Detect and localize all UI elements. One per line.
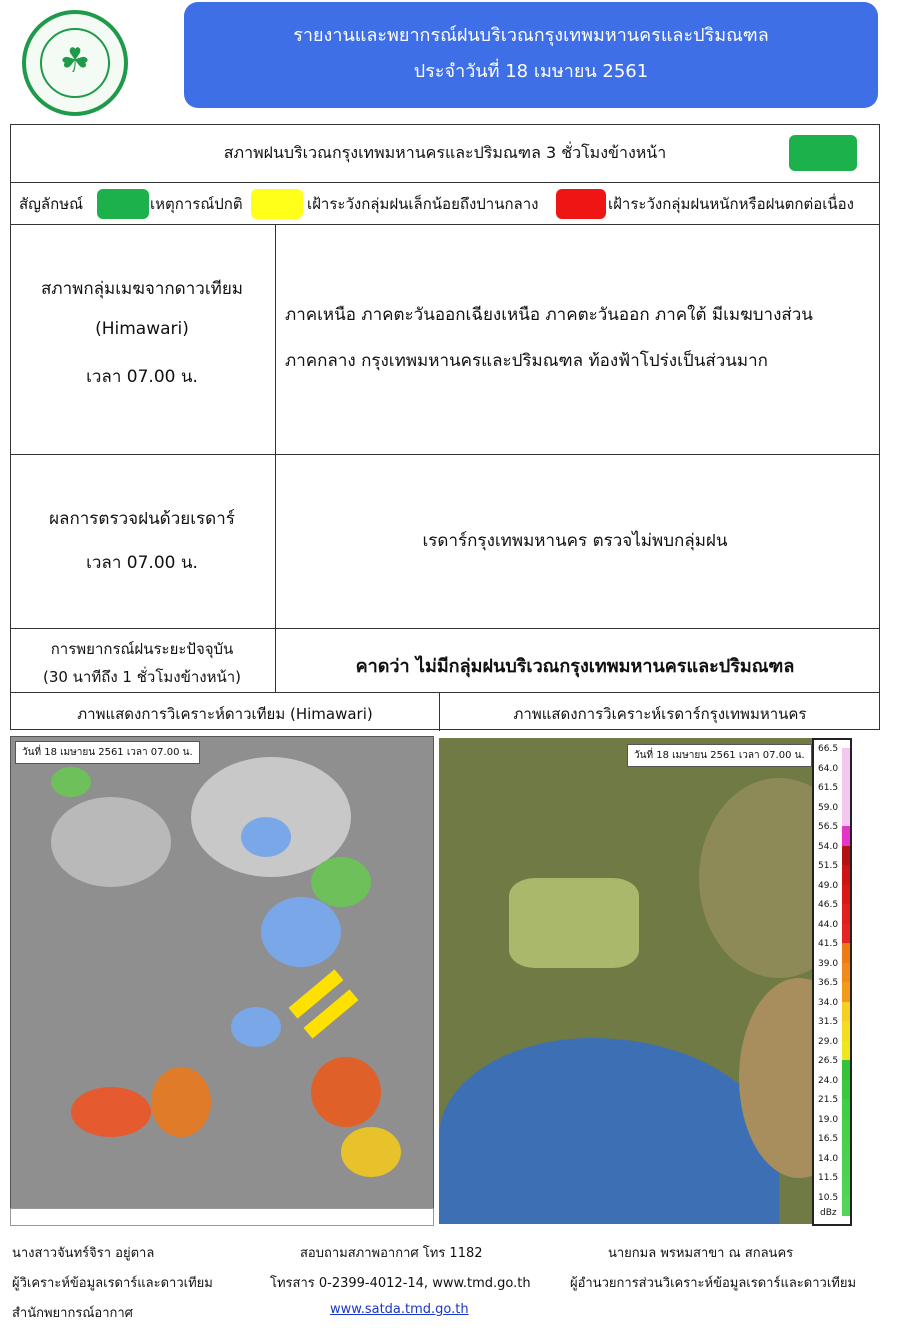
radar-scale-bar bbox=[842, 807, 850, 827]
radar-scale-tick: 39.0 bbox=[818, 958, 839, 969]
radar-scale-tick: 29.0 bbox=[818, 1036, 839, 1047]
radar-scale-bar bbox=[842, 885, 850, 905]
nowcast-text: คาดว่า ไม่มีกลุ่มฝนบริเวณกรุงเทพมหานครและปริมณฑล bbox=[355, 656, 795, 677]
radar-map bbox=[439, 738, 851, 1224]
analyst-dept: สำนักพยากรณ์อากาศ bbox=[12, 1306, 133, 1321]
radar-scale-bar bbox=[842, 826, 850, 846]
radar-scale-tick: 11.5 bbox=[818, 1173, 839, 1183]
radar-scale-tick: 54.0 bbox=[818, 841, 839, 852]
radar-scale-tick: 26.5 bbox=[818, 1056, 839, 1066]
nowcast-label: การพยากรณ์ฝนระยะปัจจุบัน bbox=[50, 640, 234, 658]
analyst-name: นางสาวจันทร์จิรา อยู่ตาล bbox=[12, 1246, 155, 1261]
radar-scale-tick: 56.5 bbox=[818, 822, 839, 832]
radar-scale-tick: 21.5 bbox=[818, 1095, 839, 1105]
radar-text: เรดาร์กรุงเทพมหานคร ตรวจไม่พบกลุ่มฝน bbox=[422, 531, 728, 551]
legend-green-swatch bbox=[97, 189, 149, 219]
legend-yellow-swatch bbox=[251, 189, 303, 219]
radar-scale bbox=[812, 738, 852, 1226]
radar-scale-tick: 41.5 bbox=[818, 939, 839, 949]
radar-scale-bar bbox=[842, 1041, 850, 1061]
radar-scale-tick: 14.0 bbox=[818, 1153, 839, 1164]
radar-scale-tick: 61.5 bbox=[818, 783, 839, 793]
radar-scale-tick: 34.0 bbox=[818, 997, 839, 1008]
radar-scale-tick: 31.5 bbox=[818, 1017, 839, 1027]
satellite-map bbox=[10, 736, 434, 1224]
radar-scale-bar bbox=[842, 982, 850, 1002]
radar-scale-bar bbox=[842, 963, 850, 983]
radar-scale-bar bbox=[842, 1158, 850, 1178]
contact-phone: สอบถามสภาพอากาศ โทร 1182 bbox=[300, 1246, 483, 1261]
radar-scale-tick: 10.5 bbox=[818, 1192, 839, 1203]
legend-light: เฝ้าระวังกลุ่มฝนเล็กน้อยถึงปานกลาง bbox=[307, 195, 539, 213]
radar-caption: ภาพแสดงการวิเคราะห์เรดาร์กรุงเทพมหานคร bbox=[513, 705, 807, 723]
satellite-timestamp: วันที่ 18 เมษายน 2561 เวลา 07.00 น. bbox=[15, 741, 200, 764]
status-indicator bbox=[789, 135, 857, 171]
report-table bbox=[10, 124, 880, 730]
radar-scale-bar bbox=[842, 904, 850, 924]
radar-scale-bar bbox=[842, 865, 850, 885]
radar-scale-bar bbox=[842, 1021, 850, 1041]
satellite-text-2: ภาคกลาง กรุงเทพมหานครและปริมณฑล ท้องฟ้าโปร่งเป็นส่วนมาก bbox=[285, 351, 768, 371]
satellite-text-1: ภาคเหนือ ภาคตะวันออกเฉียงเหนือ ภาคตะวันออก ภาคใต้ มีเมฆบางส่วน bbox=[285, 305, 813, 325]
radar-scale-bar bbox=[842, 1138, 850, 1158]
emblem-icon: ☘ bbox=[59, 41, 91, 81]
radar-scale-bar bbox=[842, 1197, 850, 1217]
nowcast-sublabel: (30 นาทีถึง 1 ชั่วโมงข้างหน้า) bbox=[42, 668, 242, 686]
radar-scale-tick: 46.5 bbox=[818, 900, 839, 910]
radar-scale-tick: 64.0 bbox=[818, 763, 839, 774]
radar-scale-tick: 44.0 bbox=[818, 919, 839, 930]
radar-scale-bar bbox=[842, 924, 850, 944]
captions-row bbox=[11, 693, 879, 731]
report-title-banner bbox=[184, 2, 878, 108]
legend-row bbox=[11, 183, 879, 225]
status-row bbox=[11, 125, 879, 183]
nowcast-row bbox=[11, 629, 879, 693]
radar-timestamp: วันที่ 18 เมษายน 2561 เวลา 07.00 น. bbox=[627, 744, 812, 767]
radar-unit: dBz bbox=[820, 1208, 837, 1218]
legend-heavy: เฝ้าระวังกลุ่มฝนหนักหรือฝนตกต่อเนื่อง bbox=[608, 195, 854, 213]
radar-scale-bar bbox=[842, 748, 850, 768]
radar-scale-bar bbox=[842, 943, 850, 963]
director-role: ผู้อำนวยการส่วนวิเคราะห์ข้อมูลเรดาร์และดาวเทียม bbox=[570, 1276, 857, 1291]
radar-scale-bar bbox=[842, 1099, 850, 1119]
radar-time: เวลา 07.00 น. bbox=[86, 553, 198, 573]
website-link[interactable]: www.satda.tmd.go.th bbox=[330, 1302, 469, 1317]
radar-scale-tick: 66.5 bbox=[818, 744, 839, 754]
legend-red-swatch bbox=[556, 189, 606, 219]
satellite-caption: ภาพแสดงการวิเคราะห์ดาวเทียม (Himawari) bbox=[77, 705, 373, 723]
tmd-logo bbox=[22, 10, 128, 116]
director-name: นายกมล พรหมสาขา ณ สกลนคร bbox=[608, 1246, 794, 1261]
radar-scale-bar bbox=[842, 1080, 850, 1100]
radar-scale-bar bbox=[842, 846, 850, 866]
radar-scale-bar bbox=[842, 787, 850, 807]
satellite-time: เวลา 07.00 น. bbox=[86, 367, 198, 387]
radar-scale-tick: 49.0 bbox=[818, 880, 839, 891]
radar-scale-tick: 19.0 bbox=[818, 1114, 839, 1125]
contact-fax: โทรสาร 0-2399-4012-14, www.tmd.go.th bbox=[270, 1276, 531, 1291]
satellite-label: สภาพกลุ่มเมฆจากดาวเทียม bbox=[41, 279, 243, 299]
report-date: ประจำวันที่ 18 เมษายน 2561 bbox=[413, 61, 649, 82]
legend-normal: เหตุการณ์ปกติ bbox=[150, 195, 243, 213]
radar-scale-bar bbox=[842, 1177, 850, 1197]
radar-scale-bar bbox=[842, 768, 850, 788]
radar-scale-tick: 16.5 bbox=[818, 1134, 839, 1144]
radar-scale-bar bbox=[842, 1060, 850, 1080]
radar-label: ผลการตรวจฝนด้วยเรดาร์ bbox=[49, 509, 235, 529]
satellite-sublabel: (Himawari) bbox=[95, 319, 189, 339]
radar-scale-tick: 24.0 bbox=[818, 1075, 839, 1086]
analyst-role: ผู้วิเคราะห์ข้อมูลเรดาร์และดาวเทียม bbox=[12, 1276, 213, 1291]
radar-scale-tick: 36.5 bbox=[818, 978, 839, 988]
radar-scale-bar bbox=[842, 1002, 850, 1022]
radar-row bbox=[11, 455, 879, 629]
radar-scale-tick: 51.5 bbox=[818, 861, 839, 871]
status-title: สภาพฝนบริเวณกรุงเทพมหานครและปริมณฑล 3 ชั่วโมงข้างหน้า bbox=[223, 143, 667, 162]
legend-label: สัญลักษณ์ bbox=[19, 195, 84, 213]
report-title: รายงานและพยากรณ์ฝนบริเวณกรุงเทพมหานครและปริมณฑล bbox=[293, 25, 769, 46]
radar-scale-tick: 59.0 bbox=[818, 802, 839, 813]
satellite-row bbox=[11, 225, 879, 455]
radar-scale-bar bbox=[842, 1119, 850, 1139]
satellite-colorbar bbox=[10, 1208, 434, 1226]
